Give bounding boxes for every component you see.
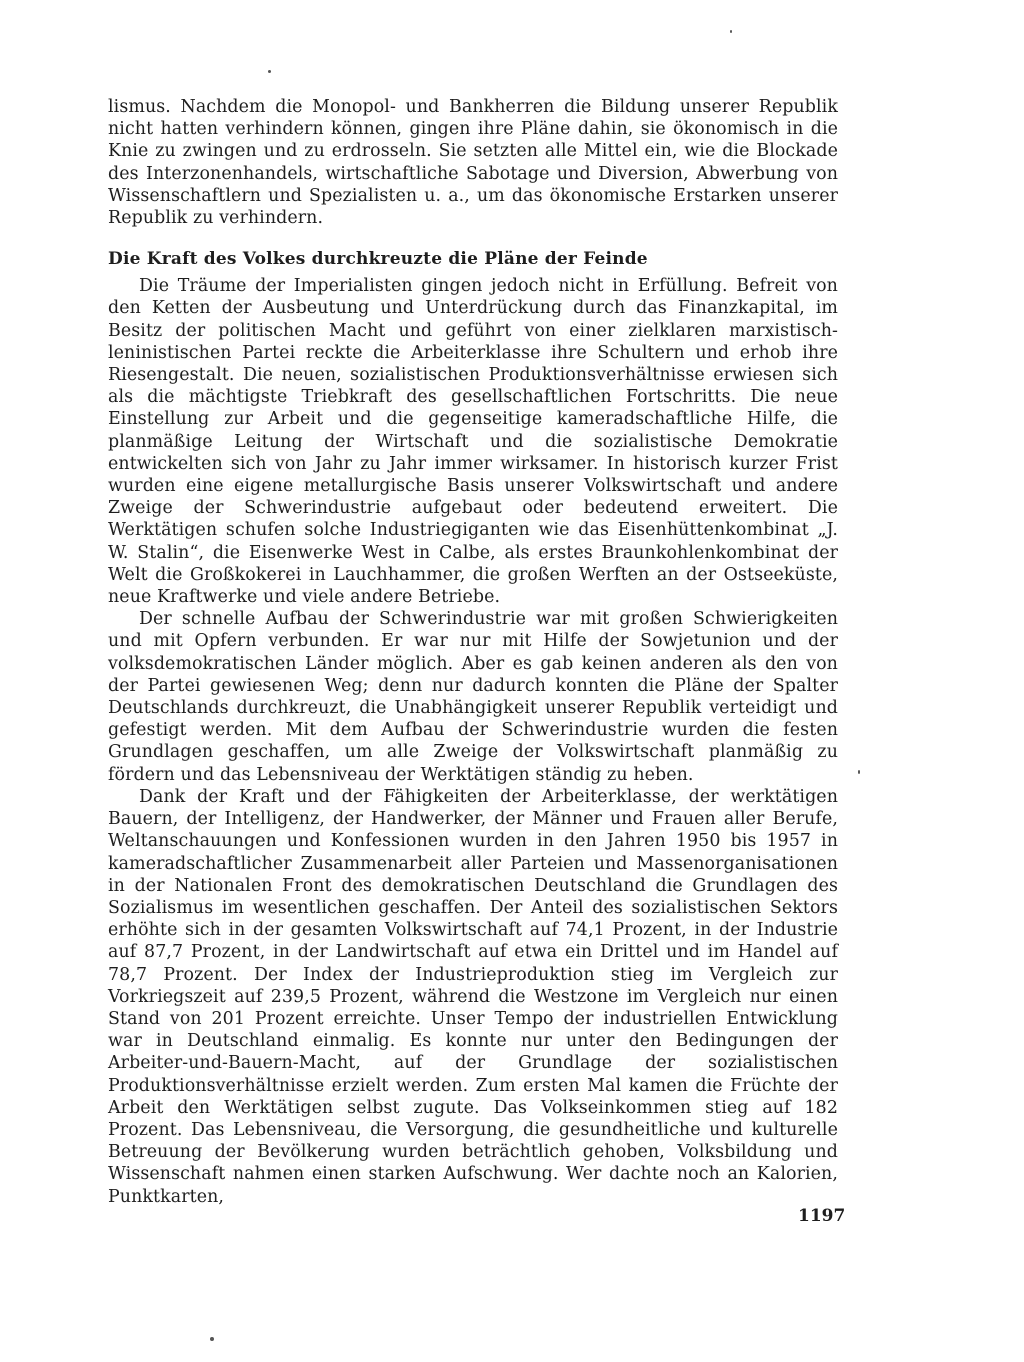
body-text (108, 96, 838, 1208)
scan-speck (858, 770, 860, 774)
paragraph-1: Die Träume der Imperialisten gingen jedoch nicht in Erfüllung. Befreit von den Ketten der Ausbeutung und Unterdrückung durch das Finanzkapital, im Besitz der politischen Macht und geführt von einer zielklaren marxistisch-leninistischen Partei reckte die Arbeiterklasse ihre Schultern und erhob ihre Riesengestalt. Die neuen, sozialistischen Produktionsverhältnisse erwiesen sich als die mächtigste Triebkraft des gesellschaftlichen Fortschritts. Die neue Einstellung zur Arbeit und die gegenseitige kameradschaftliche Hilfe, die planmäßige Leitung der Wirtschaft und die sozialistische Demokratie entwickelten sich von Jahr zu Jahr immer wirksamer. In historisch kurzer Frist wurden eine eigene metallurgische Basis unserer Volkswirtschaft und andere Zweige der Schwerindustrie aufgebaut oder bedeutend erweitert. Die Werktätigen schufen solche Industriegiganten wie das Eisenhüttenkombinat „J. W. Stalin“, die Eisenwerke West in Calbe, als erstes Braunkohlenkombinat der Welt die Großkokerei in Lauchhammer, die großen Werften an der Ostseeküste, neue Kraftwerke und viele andere Betriebe. (108, 276, 838, 608)
scan-speck (730, 30, 732, 33)
page-number: 1197 (798, 1206, 846, 1226)
section-heading: Die Kraft des Volkes durchkreuzte die Pläne der Feinde (108, 249, 648, 270)
scan-speck (268, 70, 271, 73)
paragraph-2: Der schnelle Aufbau der Schwerindustrie war mit großen Schwierigkeiten und mit Opfern verbunden. Er war nur mit Hilfe der Sowjetunion und der volksdemokratischen Länder möglich. Aber es gab keinen anderen als den von der Partei gewiesenen Weg; denn nur dadurch konnten die Pläne der Spalter Deutschlands durchkreuzt, die Unabhängigkeit unserer Republik verteidigt und gefestigt werden. Mit dem Aufbau der Schwerindustrie wurden die festen Grundlagen geschaffen, um alle Zweige der Volkswirtschaft planmäßig zu fördern und das Lebensniveau der Werktätigen ständig zu heben. (108, 609, 838, 785)
paragraph-3: Dank der Kraft und der Fähigkeiten der Arbeiterklasse, der werktätigen Bauern, der Intelligenz, der Handwerker, der Männer und Frauen aller Berufe, Weltanschauungen und Konfessionen wurden in den Jahren 1950 bis 1957 in kameradschaftlicher Zusammenarbeit aller Parteien und Massenorganisationen in der Nationalen Front des demokratischen Deutschland die Grundlagen des Sozialismus im wesentlichen geschaffen. Der Anteil des sozialistischen Sektors erhöhte sich in der gesamten Volkswirtschaft auf 74,1 Prozent, in der Industrie auf 87,7 Prozent, in der Landwirtschaft auf etwa ein Drittel und im Handel auf 78,7 Prozent. Der Index der Industrieproduktion stieg im Vergleich zur Vorkriegszeit auf 239,5 Prozent, während die Westzone im Vergleich nur einen Stand von 201 Prozent erreichte. Unser Tempo der industriellen Entwicklung war in Deutschland einmalig. Es konnte nur unter den Bedingungen der Arbeiter-und-Bauern-Macht, auf der Grundlage der sozialistischen Produktionsverhältnisse erzielt werden. Zum ersten Mal kamen die Früchte der Arbeit den Werktätigen selbst zugute. Das Volkseinkommen stieg auf 182 Prozent. Das Lebensniveau, die Versorgung, die gesundheitliche und kulturelle Betreuung der Bevölkerung wurden beträchtlich gehoben, Volksbildung und Wissenschaft nahmen einen starken Aufschwung. Wer dachte noch an Kalorien, Punktkarten, (108, 786, 838, 1207)
scan-speck (210, 1337, 214, 1341)
continuation-paragraph: lismus. Nachdem die Monopol- und Bankherren die Bildung unserer Republik nicht hatten verhindern können, gingen ihre Pläne dahin, sie ökonomisch in die Knie zu zwingen und zu erdrosseln. Sie setzten alle Mittel ein, wie die Blockade des Interzonenhandels, wirtschaftliche Sabotage und Diversion, Abwerbung von Wissenschaftlern und Spezialisten u. a., um das ökonomische Erstarken unserer Republik zu verhindern. (108, 97, 838, 229)
document-page (108, 96, 838, 1208)
